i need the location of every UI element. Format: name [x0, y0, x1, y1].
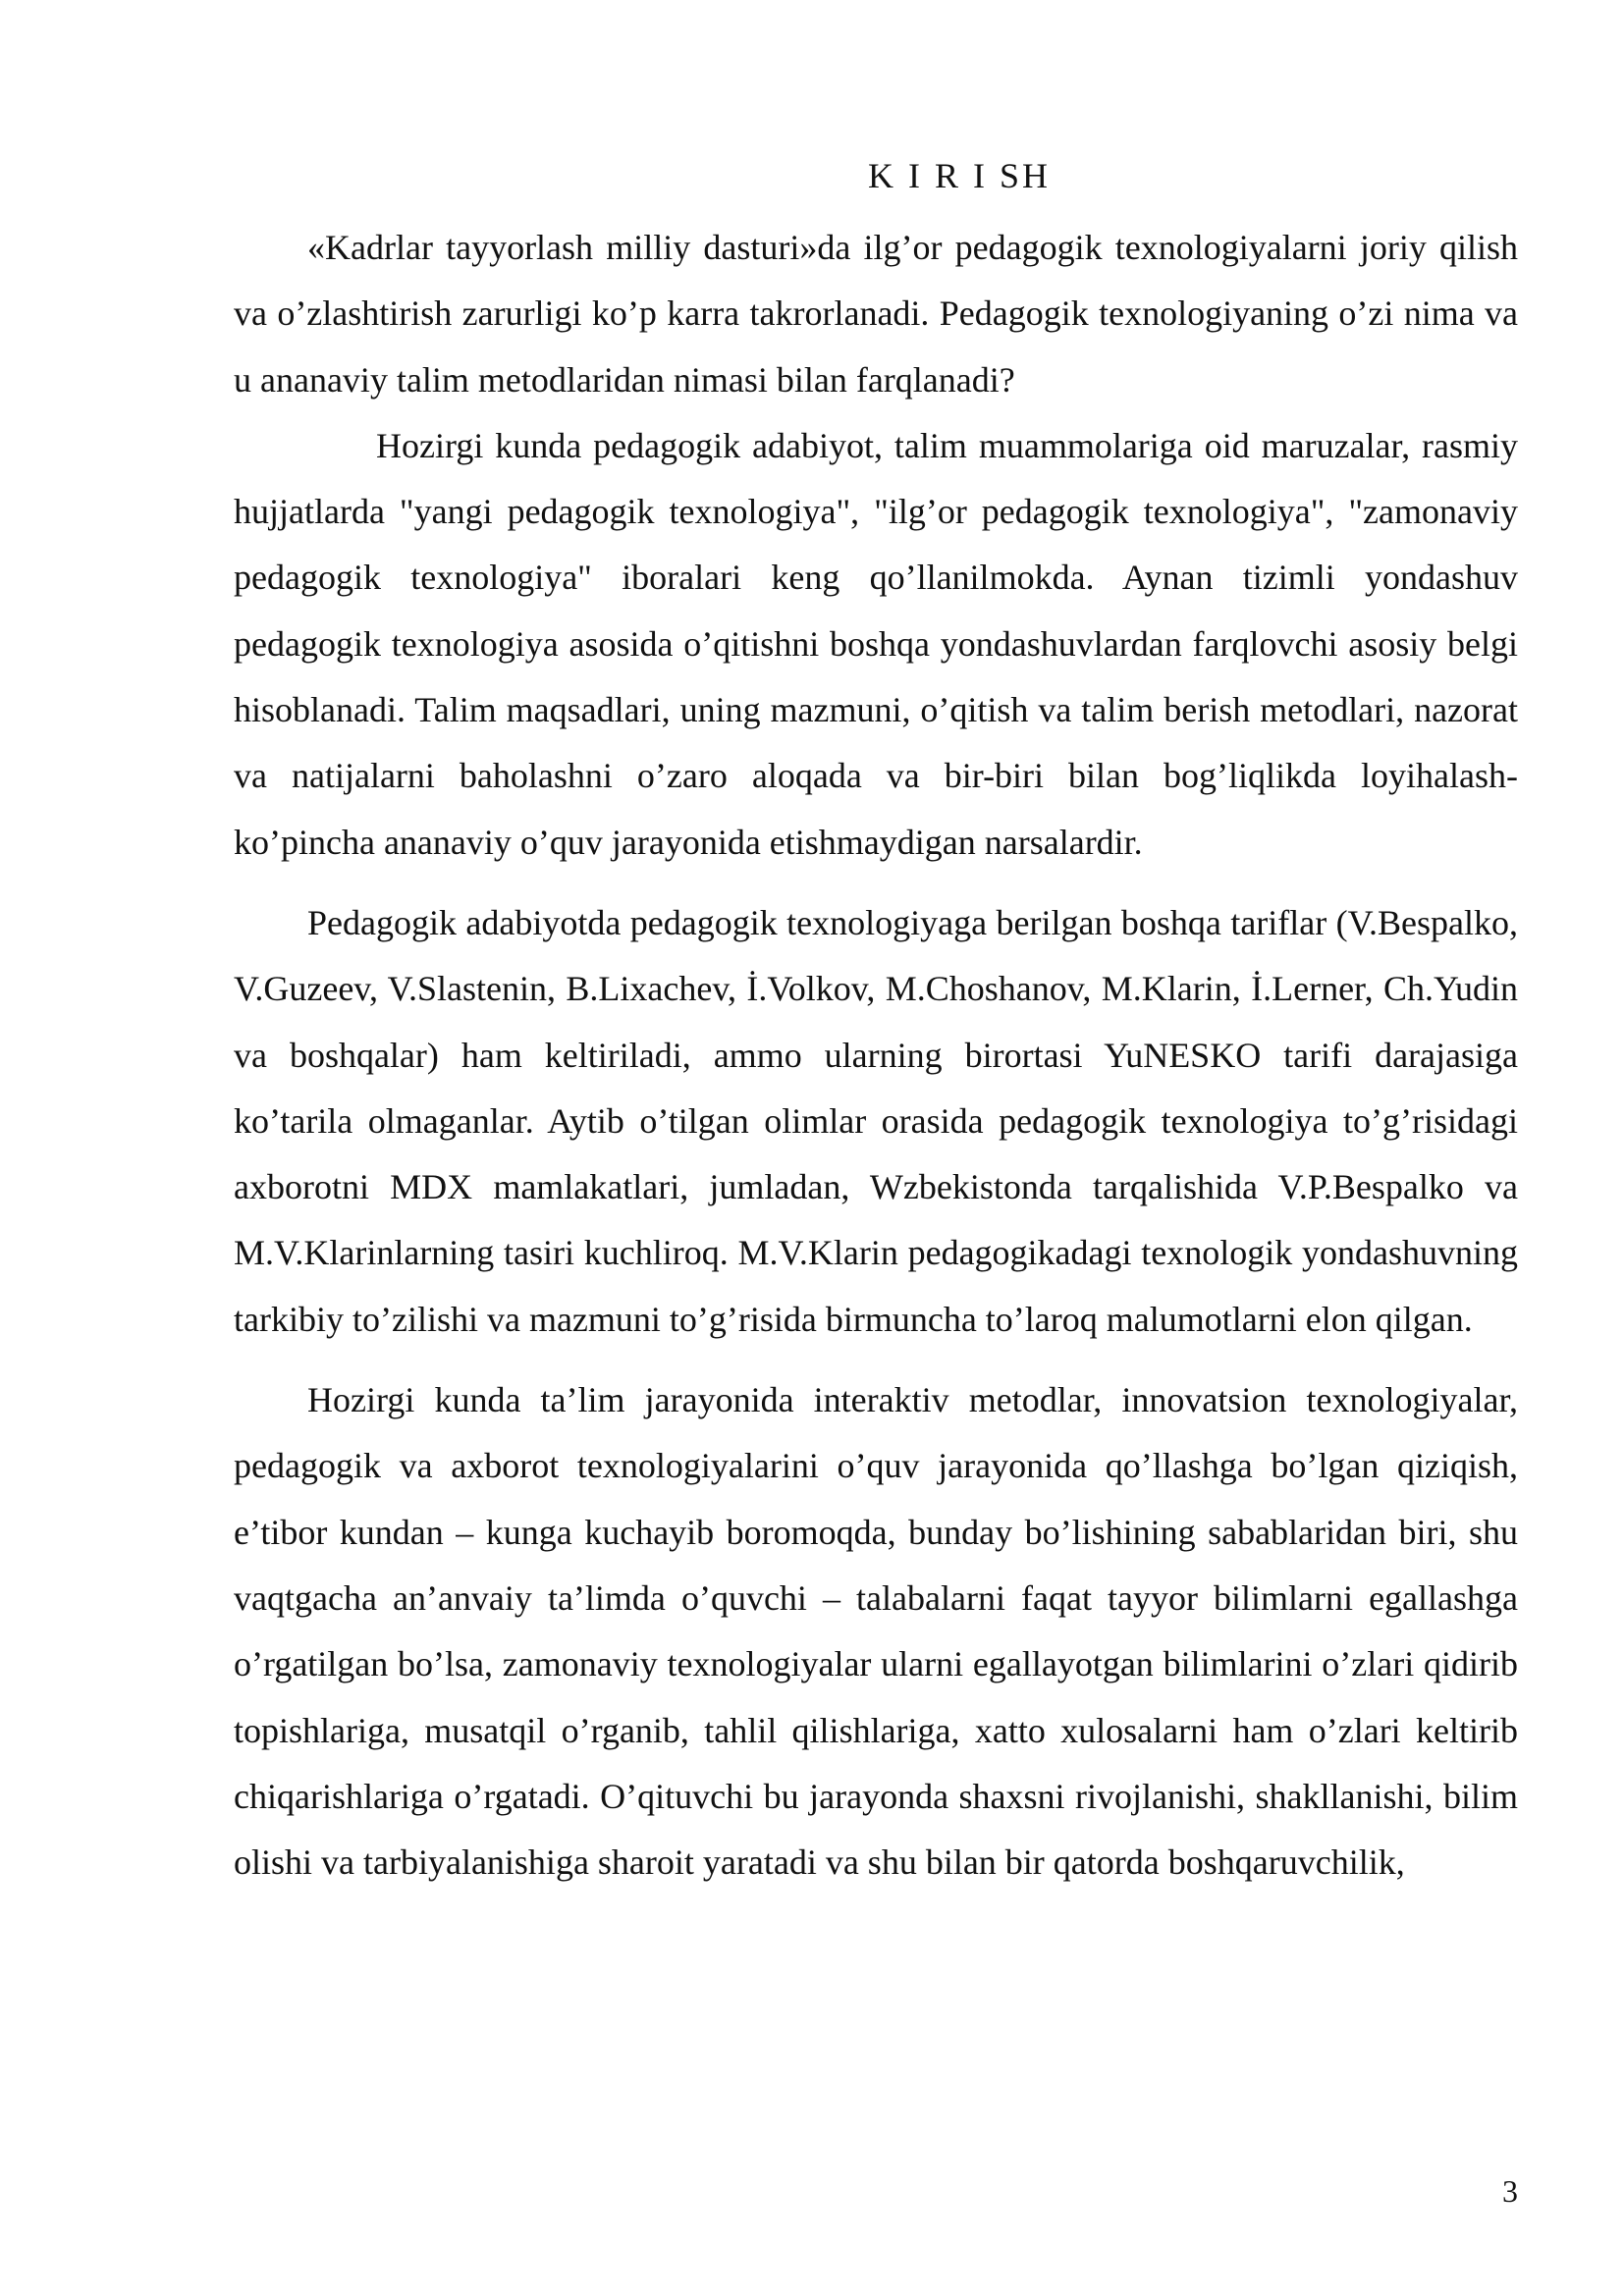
- body-text: [234, 215, 1518, 1896]
- paragraph-system-approach: Hozirgi kunda pedagogik adabiyot, talim muammolariga oid maruzalar, rasmiy hujjatlarda "yangi pedagogik texnologiya", "ilg’or pedagogik texnologiya", "zamonaviy pedagogik texnologiya" iboralari keng qo’llanilmokda. Aynan tizimli yondashuv pedagogik texnologiya asosida o’qitishni boshqa yondashuvlardan farqlovchi asosiy belgi hisoblanadi. Talim maqsadlari, uning mazmuni, o’qitish va talim berish metodlari, nazorat va natijalarni baholashni o’zaro aloqada va bir-biri bilan bog’liqlikda loyihalash- ko’pincha ananaviy o’quv jarayonida etishmaydigan narsalardir.: [234, 425, 1518, 862]
- page-number: 3: [1502, 2173, 1518, 2209]
- paragraph-intro: «Kadrlar tayyorlash milliy dasturi»da ilg’or pedagogik texnologiyalarni joriy qilish va o’zlashtirish zarurligi ko’p karra takrorlanadi. Pedagogik texnologiyaning o’zi nima va u ananaviy talim metodlaridan nimasi bilan farqlanadi?: [234, 228, 1518, 400]
- section-title: K I R I SH: [867, 156, 1051, 195]
- paragraph-interactive-methods: Hozirgi kunda ta’lim jarayonida interaktiv metodlar, innovatsion texnologiyalar, pedagogik va axborot texnologiyalarini o’quv jarayonida qo’llashga bo’lgan qiziqish, e’tibor kundan – kunga kuchayib boromoqda, bunday bo’lishining sabablaridan biri, shu vaqtgacha an’anvaiy ta’limda o’quvchi – talabalarni faqat tayyor bilimlarni egallashga o’rgatilgan bo’lsa, zamonaviy texnologiyalar ularni egallayotgan bilimlarini o’zlari qidirib topishlariga, musatqil o’rganib, tahlil qilishlariga, xatto xulosalarni ham o’zlari keltirib chiqarishlariga o’rgatadi. O’qituvchi bu jarayonda shaxsni rivojlanishi, shakllanishi, bilim olishi va tarbiyalanishiga sharoit yaratadi va shu bilan bir qatorda boshqaruvchilik,: [234, 1380, 1518, 1883]
- paragraph-definitions: Pedagogik adabiyotda pedagogik texnologiyaga berilgan boshqa tariflar (V.Bespalko, V.Guzeev, V.Slastenin, B.Lixachev, İ.Volkov, M.Choshanov, M.Klarin, İ.Lerner, Ch.Yudin va boshqalar) ham keltiriladi, ammo ularning birortasi YuNESKO tarifi darajasiga ko’tarila olmaganlar. Aytib o’tilgan olimlar orasida pedagogik texnologiya to’g’risidagi axborotni MDX mamlakatlari, jumladan, Wzbekistonda tarqalishida V.P.Bespalko va M.V.Klarinlarning tasiri kuchliroq. M.V.Klarin pedagogikadagi texnologik yondashuvning tarkibiy to’zilishi va mazmuni to’g’risida birmuncha to’laroq malumotlarni elon qilgan.: [234, 902, 1518, 1339]
